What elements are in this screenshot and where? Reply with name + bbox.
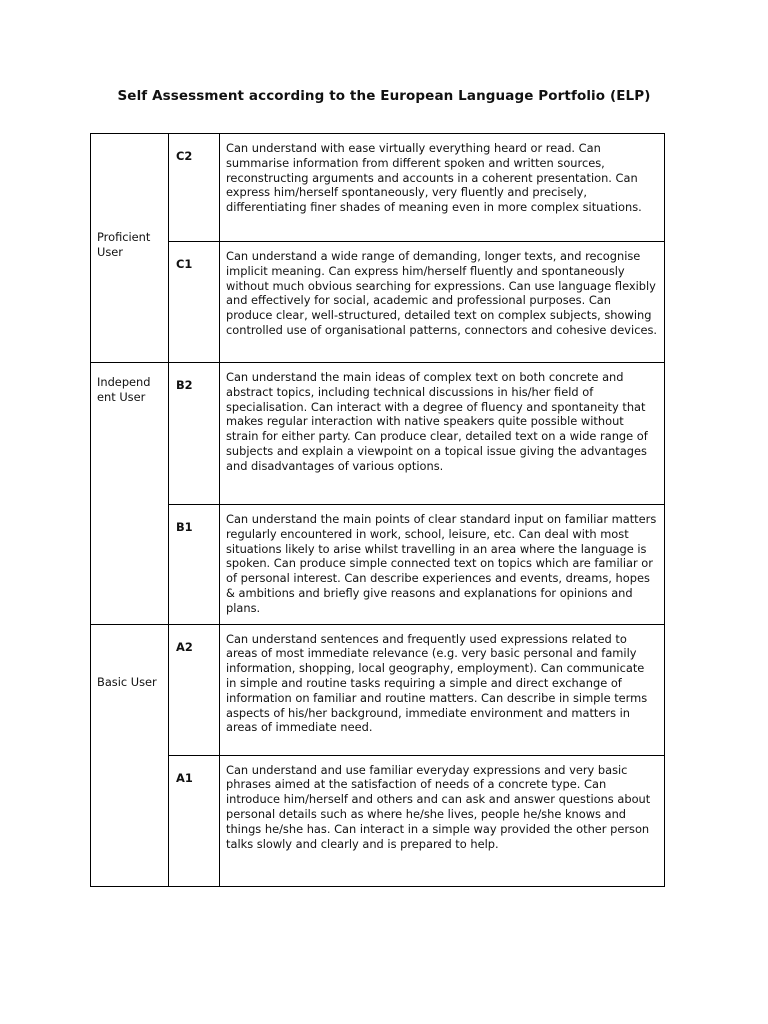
table-row-a1 <box>91 755 665 886</box>
level-code-a2: A2 <box>176 639 193 654</box>
group-label-independent-user: Independ ent User <box>97 375 151 405</box>
table-row-c1 <box>91 242 665 363</box>
group-label-proficient-user: Proficient User <box>97 230 151 259</box>
description-cell-c1 <box>220 242 665 363</box>
level-code-c2: C2 <box>176 149 193 163</box>
level-description-a1: Can understand and use familiar everyday expressions and very basic phrases aimed at the satisfaction of needs of a concrete type. Can introduce him/herself and others and can ask and answer questions about personal details such as where he/she lives, people he/she knows and things he/she has. Can interact in a simple way provided the other person talks slowly and clearly and is prepared to help. <box>226 762 651 851</box>
level-code-c1: C1 <box>176 257 193 271</box>
description-cell-b1 <box>220 505 665 625</box>
level-description-c1: Can understand a wide range of demanding, longer texts, and recognise implicit meaning. Can express him/herself fluently and spontaneously without much obvious searching for expressions. Can use language flexibly and effectively for social, academic and professional purposes. Can produce clear, well-structured, detailed text on complex subjects, showing controlled use of organisational patterns, connectors and cohesive devices. <box>226 249 658 337</box>
level-code-a1: A1 <box>176 770 193 785</box>
description-cell-b2 <box>220 363 665 505</box>
level-description-c2: Can understand with ease virtually everything heard or read. Can summarise information from different spoken and written sources, reconstructing arguments and accounts in a coherent presentation. Can express him/herself spontaneously, very fluently and precisely, differentiating finer shades of meaning even in more complex situations. <box>226 141 642 215</box>
level-code-b1: B1 <box>176 520 193 534</box>
level-cell-b1 <box>169 505 220 625</box>
table-row-b2 <box>91 363 665 505</box>
group-cell-proficient <box>91 134 169 363</box>
level-description-b2: Can understand the main ideas of complex text on both concrete and abstract topics, including technical discussions in his/her field of specialisation. Can interact with a degree of fluency and spontaneity that makes regular interaction with native speakers quite possible without strain for either party. Can produce clear, detailed text on a wide range of subjects and explain a viewpoint on a topical issue giving the advantages and disadvantages of various options. <box>226 370 648 473</box>
level-cell-c2 <box>169 134 220 242</box>
level-cell-c1 <box>169 242 220 363</box>
level-description-b1: Can understand the main points of clear standard input on familiar matters regularly encountered in work, school, leisure, etc. Can deal with most situations likely to arise whilst travelling in an area where the language is spoken. Can produce simple connected text on topics which are familiar or of personal interest. Can describe experiences and events, dreams, hopes & ambitions and briefly give reasons and explanations for opinions and plans. <box>226 512 657 615</box>
group-label-basic-user: Basic User <box>97 675 157 690</box>
group-cell-basic <box>91 624 169 886</box>
table-row-b1 <box>91 505 665 625</box>
description-cell-a2 <box>220 624 665 755</box>
table-row-a2 <box>91 624 665 755</box>
group-cell-independent <box>91 363 169 625</box>
document-title: Self Assessment according to the European Language Portfolio (ELP) <box>117 88 651 104</box>
level-cell-b2 <box>169 363 220 505</box>
level-cell-a1 <box>169 755 220 886</box>
table-row-c2 <box>91 134 665 242</box>
description-cell-c2 <box>220 134 665 242</box>
level-cell-a2 <box>169 624 220 755</box>
level-description-a2: Can understand sentences and frequently used expressions related to areas of most immediate relevance (e.g. very basic personal and family information, shopping, local geography, employment). Can communicate in simple and routine tasks requiring a simple and direct exchange of information on familiar and routine matters. Can describe in simple terms aspects of his/her background, immediate environment and matters in areas of immediate need. <box>226 631 648 735</box>
elp-self-assessment-table <box>90 133 665 887</box>
description-cell-a1 <box>220 755 665 886</box>
level-code-b2: B2 <box>176 378 193 392</box>
